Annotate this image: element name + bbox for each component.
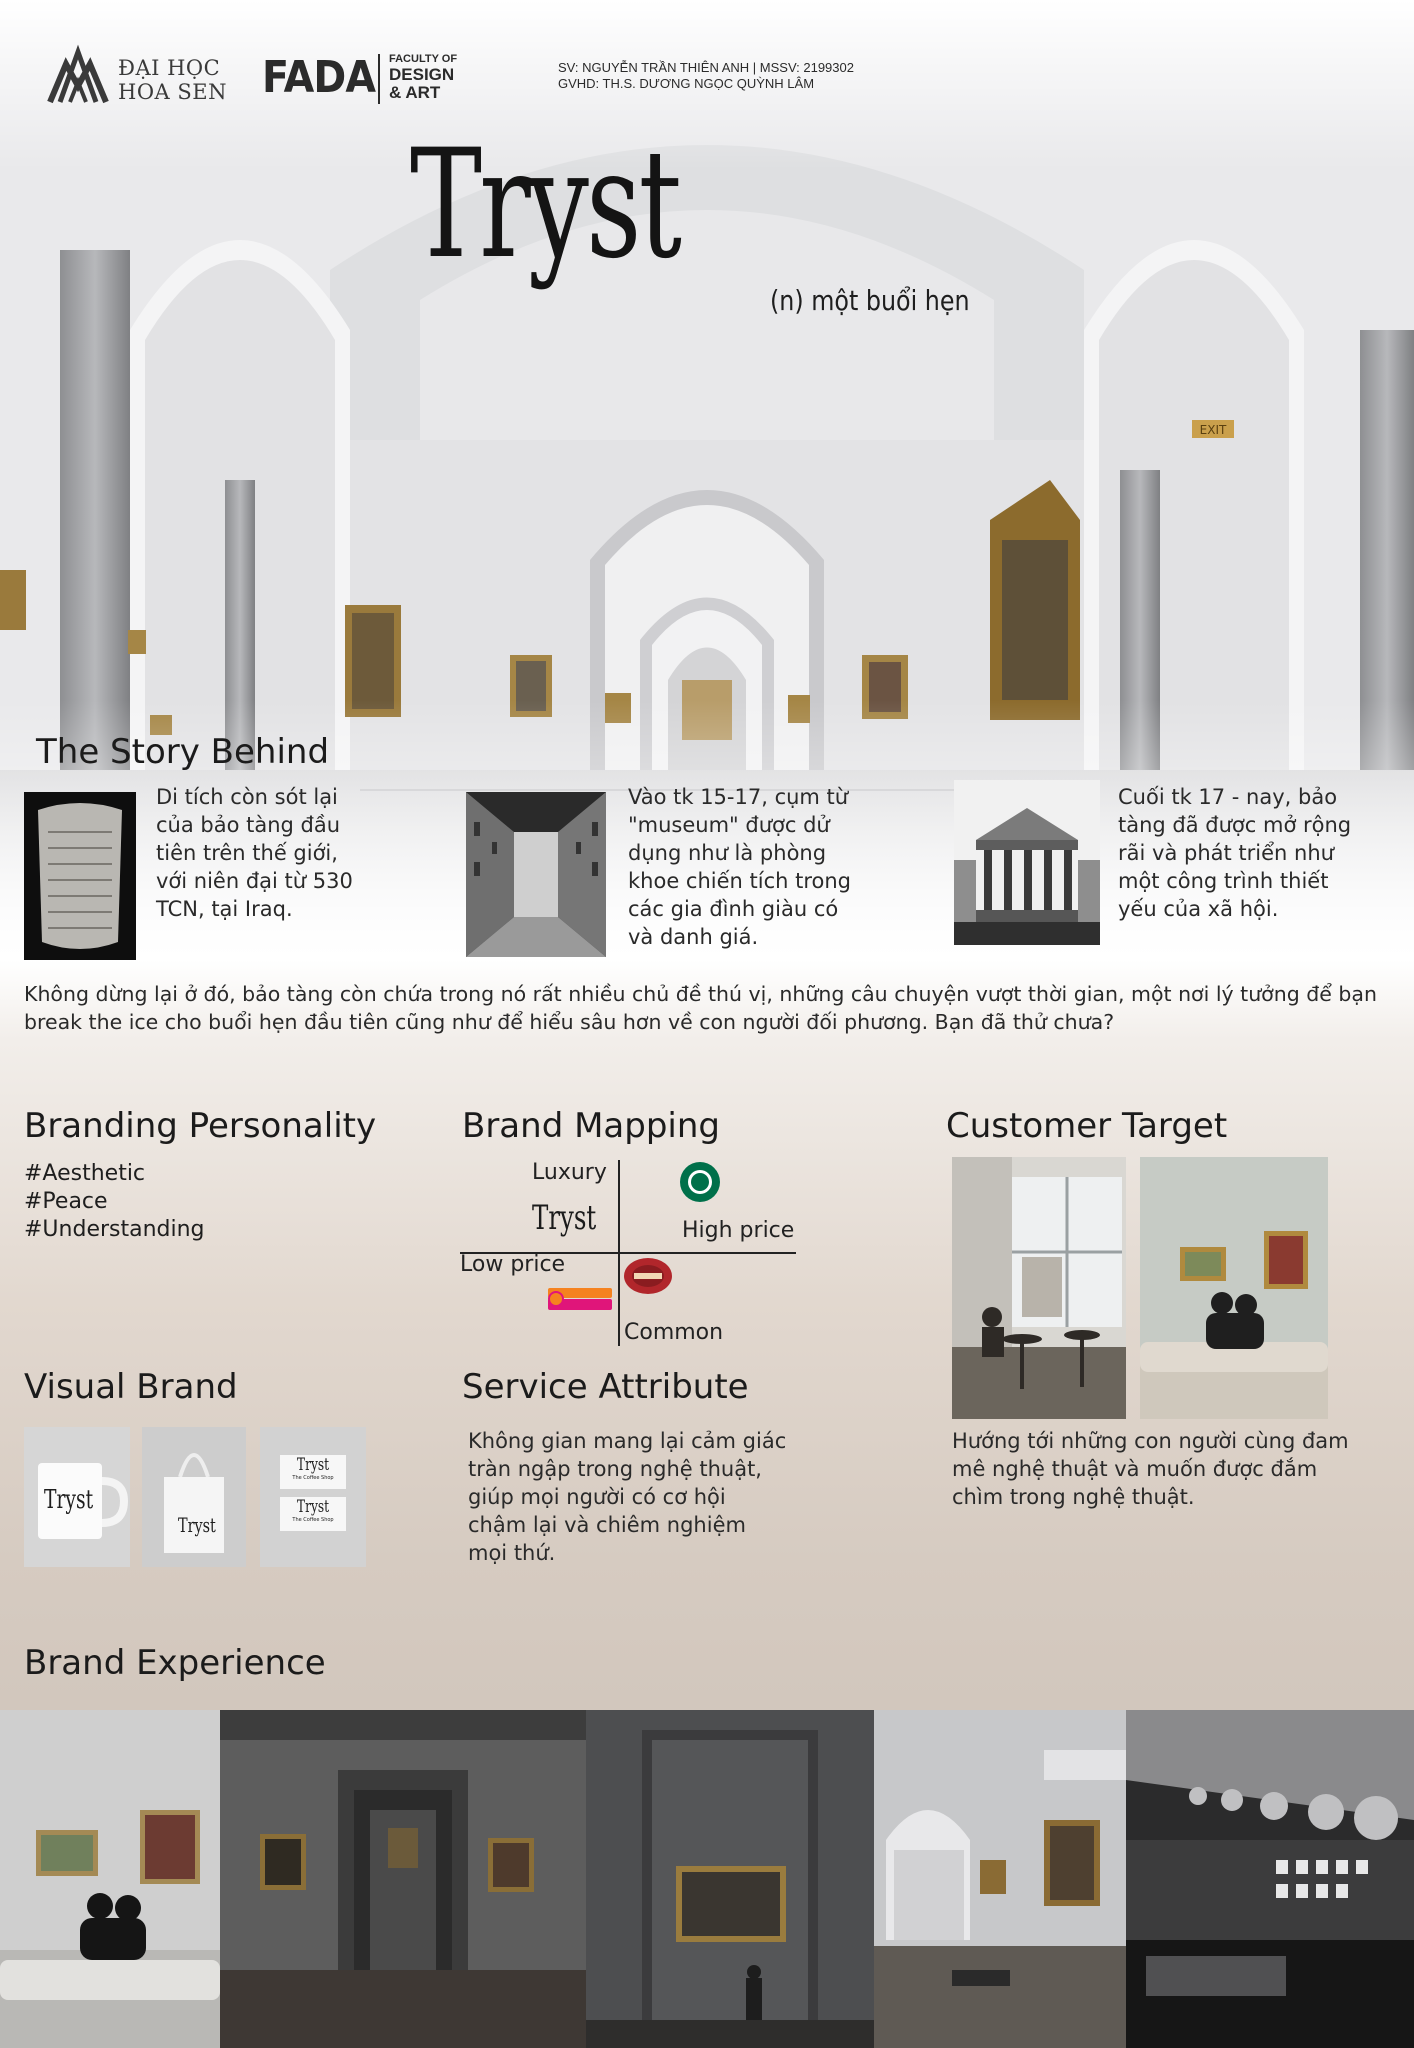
experience-photo-4 [874, 1710, 1126, 2048]
faculty-line-2: DESIGN [389, 65, 455, 84]
tag-understanding: #Understanding [24, 1217, 205, 1242]
mapping-label-common: Common [624, 1320, 724, 1345]
experience-photo-1 [0, 1710, 220, 2048]
fada-divider [378, 54, 380, 104]
service-heading: Service Attribute [462, 1367, 749, 1407]
uffizi-photo [466, 792, 606, 957]
faculty-line-3: & ART [389, 83, 441, 102]
story-heading: The Story Behind [36, 732, 330, 772]
highlands-logo-icon [622, 1256, 674, 1296]
experience-heading: Brand Experience [24, 1643, 326, 1683]
tote-logo: Tryst [178, 1513, 216, 1537]
student-info [558, 60, 854, 92]
brand-definition: (n) một buổi hẹn [770, 284, 970, 317]
mug-mockup [24, 1427, 130, 1567]
card-top-sub: The Coffee Shop [292, 1475, 334, 1481]
museum-facade-photo [954, 780, 1100, 945]
personality-heading: Branding Personality [24, 1106, 377, 1146]
mapping-heading: Brand Mapping [462, 1106, 720, 1146]
brand-mapping-chart [460, 1160, 800, 1350]
mapping-label-low-price: Low price [460, 1252, 566, 1277]
experience-photo-5 [1126, 1710, 1414, 2048]
mug-logo: Tryst [44, 1485, 94, 1515]
university-name [118, 56, 227, 104]
tag-aesthetic: #Aesthetic [24, 1161, 146, 1186]
artifact-photo [24, 792, 136, 960]
university-line-1: ĐẠI HỌC [118, 56, 221, 80]
story-item-2-text: Vào tk 15-17, cụm từ "museum" được dử dụng như là phòng khoe chiến tích trong các gia đình giàu có và danh giá. [628, 785, 852, 949]
tote-mockup [142, 1427, 246, 1567]
starbucks-logo-icon [678, 1160, 722, 1204]
gallery-couple-photo [1140, 1157, 1328, 1419]
customer-text: Hướng tới những con người cùng đam mê nghệ thuật và muốn được đắm chìm trong nghệ thuật. [952, 1429, 1349, 1509]
experience-photo-3 [586, 1710, 874, 2048]
story-item-3-text: Cuối tk 17 - nay, bảo tàng đã được mở rộng rãi và phát triển như một công trình thiết yếu của xã hội. [1118, 785, 1352, 921]
experience-photo-2 [220, 1710, 586, 2048]
advisor-line: GVHD: TH.S. DƯƠNG NGỌC QUỲNH LÂM [558, 76, 815, 91]
business-card-mockup [260, 1427, 366, 1567]
customer-heading: Customer Target [946, 1106, 1228, 1146]
student-line: SV: NGUYỄN TRẦN THIÊN ANH | MSSV: 2199302 [558, 60, 854, 75]
faculty-name [389, 53, 457, 102]
brand-title: Tryst [410, 118, 680, 292]
fada-logo: FADA [262, 52, 376, 103]
personality-tags [24, 1160, 205, 1244]
dunkin-donuts-logo-icon [546, 1284, 614, 1314]
business-card-top [280, 1455, 346, 1489]
faculty-line-1: FACULTY OF [389, 53, 458, 65]
story-item-1-text: Di tích còn sót lại của bảo tàng đầu tiên trên thế giới, với niên đại từ 530 TCN, tại Iraq. [156, 785, 353, 921]
card-bottom-logo: Tryst [296, 1497, 330, 1517]
card-bottom-sub: The Coffee Shop [292, 1517, 334, 1523]
business-card-bottom [280, 1497, 346, 1531]
hoa-sen-logo-icon [46, 42, 110, 106]
cafe-photo [952, 1157, 1126, 1419]
tag-peace: #Peace [24, 1189, 108, 1214]
mapping-label-luxury: Luxury [532, 1160, 607, 1185]
mapping-brand-tryst: Tryst [532, 1198, 597, 1238]
university-line-2: HOA SEN [118, 80, 227, 104]
mapping-label-high-price: High price [682, 1218, 795, 1243]
card-top-logo: Tryst [296, 1455, 330, 1475]
visual-heading: Visual Brand [24, 1367, 238, 1407]
exit-sign: EXIT [1199, 423, 1227, 437]
story-summary: Không dừng lại ở đó, bảo tàng còn chứa trong nó rất nhiều chủ đề thú vị, những câu chuyện vượt thời gian, một nơi lý tưởng để bạn break the ice cho buổi hẹn đầu tiên cũng như để hiểu sâu hơn về con người đối phương. Bạn đã thử chưa? [24, 982, 1377, 1034]
service-text: Không gian mang lại cảm giác tràn ngập trong nghệ thuật, giúp mọi người có cơ hội chậm lại và chiêm nghiệm mọi thứ. [468, 1429, 787, 1565]
